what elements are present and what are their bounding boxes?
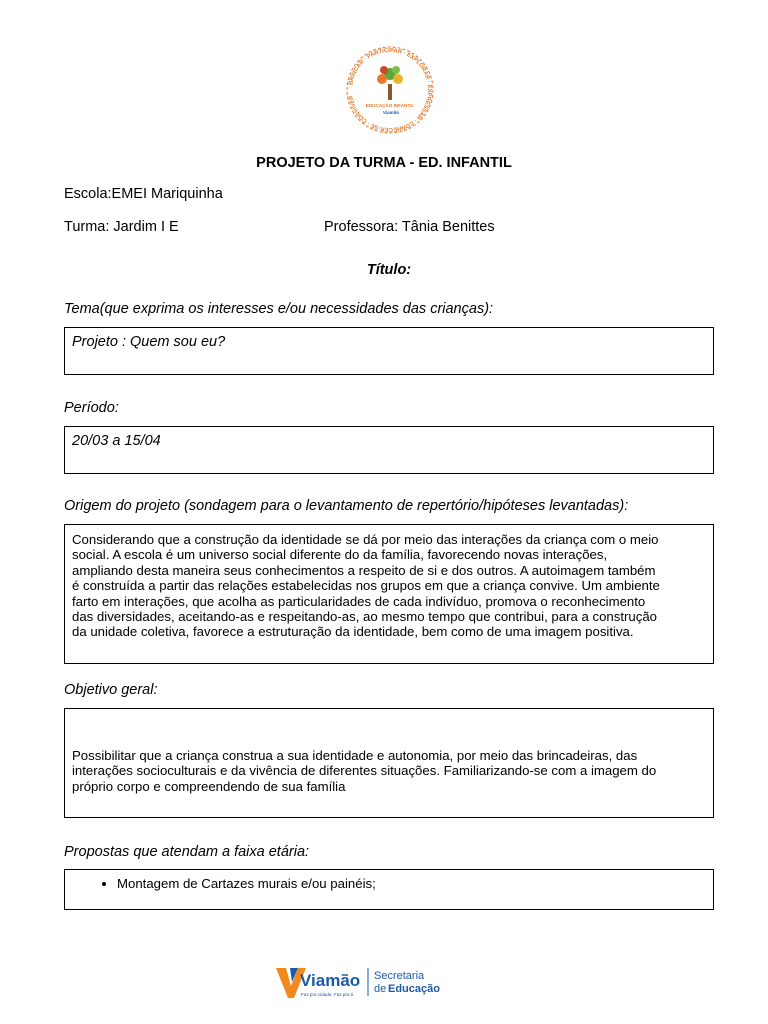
objetivo-box [64, 708, 714, 818]
propostas-box [64, 869, 714, 910]
logo-brand-text: Viamão [382, 110, 400, 115]
footer-tagline: Faz pra cidade. Faz pra ti. [301, 992, 355, 997]
origem-line: Considerando que a construção da identidade se dá por meio das interações da criança com o meio [72, 532, 659, 547]
footer-secretaria-line1: Secretaria [374, 970, 425, 982]
logo-tree-trunk [388, 84, 392, 100]
origem-line: das diversidades, aceitando-as e respeitando-as, ao mesmo tempo que contribui, para a construção [72, 609, 657, 625]
propostas-item: • Montagem de Cartazes murais e/ou painéis; [117, 876, 713, 891]
escola-line: Escola:EMEI Mariquinha [64, 186, 223, 202]
periodo-box [64, 426, 714, 474]
document-title: PROJETO DA TURMA - ED. INFANTIL [256, 155, 512, 171]
footer-logo [276, 964, 456, 1000]
objetivo-line: Possibilitar que a criança construa a sua identidade e autonomia, por meio das brincadeiras, das [72, 748, 638, 763]
origem-label: Origem do projeto (sondagem para o levantamento de repertório/hipóteses levantadas): [64, 498, 629, 514]
logo-tree-leaf [393, 74, 403, 84]
periodo-label: Período: [64, 400, 119, 416]
origem-line: da unidade coletiva, favorece a estruturação da identidade, bem como de uma imagem positiva. [72, 624, 634, 640]
logo-tree-leaf [377, 74, 387, 84]
footer-secretaria-main: Educação [388, 983, 440, 995]
origem-paragraph [65, 525, 713, 640]
origem-line: ampliando desta maneira seus conhecimentos a respeito de si e dos outros. A autoimagem também [72, 562, 656, 578]
logo-ring-text: BRINCAR · PARTICIPAR · EXPLORAR · EXPRESSAR · CONHECER-SE · CONVIVER [348, 47, 433, 133]
objetivo-line: próprio corpo e compreendendo de sua família [72, 778, 346, 794]
objetivo-paragraph [65, 709, 713, 794]
objetivo-line: interações socioculturais e da vivência de diferentes situações. Familiarizando-se com a imagem do [72, 763, 657, 779]
origem-box [64, 524, 714, 664]
origem-line: é construída a partir das relações estabelecidas nos grupos em que a criança convive. Um ambiente [72, 578, 660, 594]
footer-brand: Viamão [300, 971, 361, 990]
education-logo [344, 44, 436, 136]
objetivo-label: Objetivo geral: [64, 682, 158, 698]
periodo-value: 20/03 a 15/04 [72, 433, 161, 449]
logo-tree-leaf [392, 66, 400, 74]
origem-line: farto em interações, que acolha as particularidades de cada indivíduo, promova o reconhecimento [72, 593, 646, 609]
tema-value: Projeto : Quem sou eu? [72, 334, 226, 350]
tema-box [64, 327, 714, 375]
logo-tree-leaf [380, 66, 388, 74]
footer-secretaria-prefix: de [374, 983, 387, 995]
propostas-label: Propostas que atendam a faixa etária: [64, 844, 310, 860]
logo-center-text: EDUCAÇÃO INFANTIL [365, 103, 415, 108]
origem-line: social. A escola é um universo social diferente do da família, favorecendo novas interações, [72, 547, 608, 563]
professora-line: Professora: Tânia Benittes [324, 219, 495, 235]
titulo-label: Título: [366, 262, 412, 278]
turma-line: Turma: Jardim I E [64, 219, 179, 235]
propostas-list [65, 870, 713, 891]
tema-label: Tema(que exprima os interesses e/ou necessidades das crianças): [64, 301, 494, 317]
